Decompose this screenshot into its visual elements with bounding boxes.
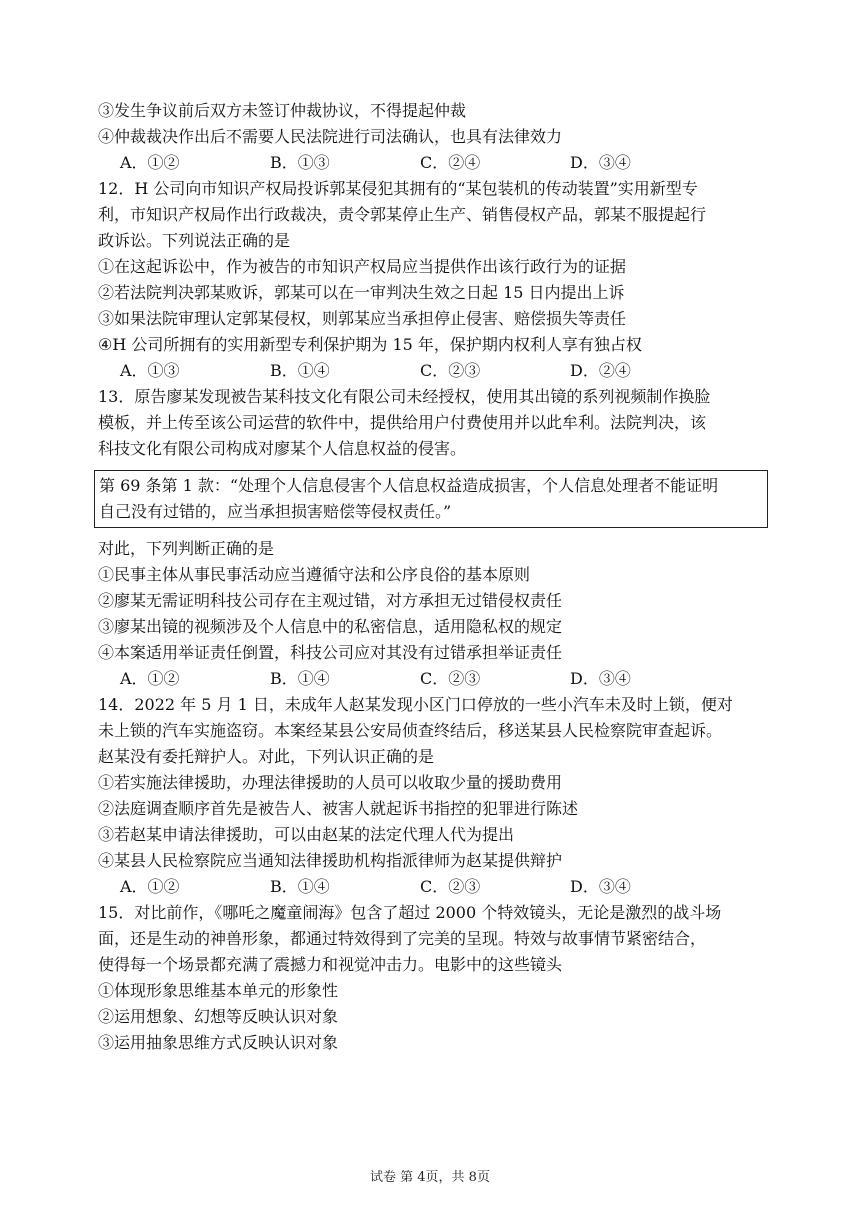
- q12-item-3: ③如果法院审理认定郭某侵权，则郭某应当承担停止侵害、赔偿损失等责任: [98, 309, 627, 328]
- q12-stem-line: 利，市知识产权局作出行政裁决，责令郭某停止生产、销售侵权产品，郭某不服提起行: [98, 205, 707, 224]
- option-d: D．③④: [570, 153, 631, 172]
- q11-item-4: ④仲裁裁决作出后不需要人民法院进行司法确认，也具有法律效力: [98, 127, 563, 146]
- option-b: B．①④: [270, 877, 330, 896]
- q13-item-2: ②廖某无需证明科技公司存在主观过错，对方承担无过错侵权责任: [98, 591, 563, 610]
- option-b: B．①④: [270, 669, 330, 688]
- q12-item-1: ①在这起诉讼中，作为被告的市知识产权局应当提供作出该行政行为的证据: [98, 257, 627, 276]
- page-content: [98, 98, 770, 1056]
- question-15: [98, 900, 770, 1056]
- law-excerpt-box: [94, 470, 768, 528]
- q14-item-4: ④某县人民检察院应当通知法律援助机构指派律师为赵某提供辩护: [98, 851, 563, 870]
- option-c: C．②④: [420, 153, 481, 172]
- q11-options: [98, 150, 770, 176]
- q15-stem-line: 15．对比前作，《哪吒之魔童闹海》包含了超过 2000 个特效镜头，无论是激烈的战斗场: [98, 903, 722, 922]
- question-13: [98, 384, 770, 692]
- q12-item-4: ④H 公司所拥有的实用新型专利保护期为 15 年，保护期内权利人享有独占权: [98, 335, 642, 354]
- law-excerpt-line: 自己没有过错的，应当承担损害赔偿等侵权责任。”: [99, 502, 452, 521]
- q13-item-1: ①民事主体从事民事活动应当遵循守法和公序良俗的基本原则: [98, 565, 531, 584]
- q11-item-3: ③发生争议前后双方未签订仲裁协议，不得提起仲裁: [98, 101, 467, 120]
- q14-stem-line: 未上锁的汽车实施盗窃。本案经某县公安局侦查终结后，移送某县人民检察院审查起诉。: [98, 721, 723, 740]
- question-14: [98, 692, 770, 900]
- option-b: B．①④: [270, 361, 330, 380]
- q15-stem-line: 使得每一个场景都充满了震撼力和视觉冲击力。电影中的这些镜头: [98, 955, 563, 974]
- q14-item-2: ②法庭调查顺序首先是被告人、被害人就起诉书指控的犯罪进行陈述: [98, 799, 579, 818]
- option-b: B．①③: [270, 153, 330, 172]
- option-a: A．①②: [120, 877, 180, 896]
- q15-stem-line: 面，还是生动的神兽形象，都通过特效得到了完美的呈现。特效与故事情节紧密结合，: [98, 929, 707, 948]
- q15-item-2: ②运用想象、幻想等反映认识对象: [98, 1007, 339, 1026]
- option-c: C．②③: [420, 877, 481, 896]
- option-c: C．②③: [420, 361, 481, 380]
- q13-stem-line: 模板，并上传至该公司运营的软件中，提供给用户付费使用并以此牟利。法院判决，该: [98, 413, 707, 432]
- q14-stem-line: 14．2022 年 5 月 1 日，未成年人赵某发现小区门口停放的一些小汽车未及时上锁，便对: [98, 695, 733, 714]
- q12-item-2: ②若法院判决郭某败诉，郭某可以在一审判决生效之日起 15 日内提出上诉: [98, 283, 625, 302]
- q15-item-1: ①体现形象思维基本单元的形象性: [98, 981, 339, 1000]
- q12-options: [98, 358, 770, 384]
- q15-item-3: ③运用抽象思维方式反映认识对象: [98, 1033, 339, 1052]
- q14-options: [98, 874, 770, 900]
- q12-stem-line: 政诉讼。下列说法正确的是: [98, 231, 291, 250]
- option-d: D．③④: [570, 669, 631, 688]
- q14-item-3: ③若赵某申请法律援助，可以由赵某的法定代理人代为提出: [98, 825, 515, 844]
- q14-stem-line: 赵某没有委托辩护人。对此，下列认识正确的是: [98, 747, 435, 766]
- q14-item-1: ①若实施法律援助，办理法律援助的人员可以收取少量的援助费用: [98, 773, 563, 792]
- law-excerpt-line: 第 69 条第 1 款：“处理个人信息侵害个人信息权益造成损害，个人信息处理者不能证明: [99, 476, 719, 495]
- question-12: [98, 176, 770, 384]
- option-d: D．③④: [570, 877, 631, 896]
- q13-stem-line: 科技文化有限公司构成对廖某个人信息权益的侵害。: [98, 439, 467, 458]
- option-c: C．②③: [420, 669, 481, 688]
- q13-stem-line: 13．原告廖某发现被告某科技文化有限公司未经授权，使用其出镜的系列视频制作换脸: [98, 387, 711, 406]
- page-footer: 试卷 第 4页，共 8页: [370, 1170, 490, 1185]
- q13-prompt: 对此，下列判断正确的是: [98, 539, 275, 558]
- q12-stem-line: 12．H 公司向市知识产权局投诉郭某侵犯其拥有的“某包装机的传动装置”实用新型专: [98, 179, 698, 198]
- q13-options: [98, 666, 770, 692]
- q13-item-4: ④本案适用举证责任倒置，科技公司应对其没有过错承担举证责任: [98, 643, 563, 662]
- option-a: A．①③: [120, 361, 180, 380]
- option-a: A．①②: [120, 669, 180, 688]
- option-d: D．②④: [570, 361, 631, 380]
- option-a: A．①②: [120, 153, 180, 172]
- q13-item-3: ③廖某出镜的视频涉及个人信息中的私密信息，适用隐私权的规定: [98, 617, 563, 636]
- question-11: [98, 98, 770, 176]
